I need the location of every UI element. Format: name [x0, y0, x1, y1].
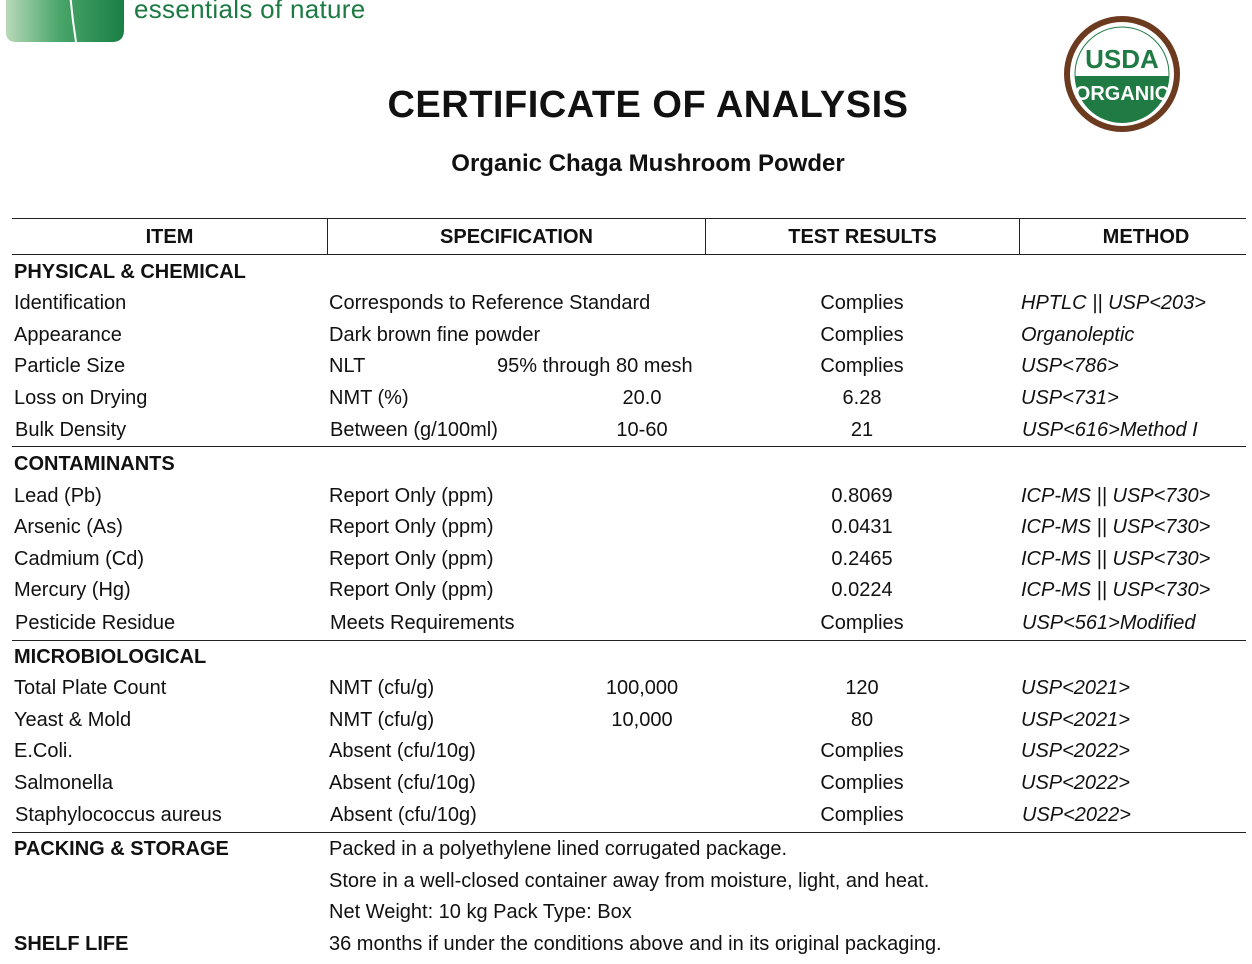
row-spec: Between (g/100ml) [330, 419, 498, 441]
packing-line: Store in a well-closed container away from moisture, light, and heat. [329, 870, 930, 892]
section-physical-chemical: PHYSICAL & CHEMICAL [14, 261, 246, 283]
row-result: 0.8069 [831, 485, 893, 507]
row-result: Complies [820, 355, 904, 377]
section-rule [12, 832, 1246, 833]
row-spec: Corresponds to Reference Standard [329, 292, 651, 314]
row-result: 120 [845, 677, 879, 699]
row-result: 0.0431 [831, 516, 893, 538]
row-result: 0.2465 [831, 548, 893, 570]
row-item: Appearance [14, 324, 122, 346]
row-item: Mercury (Hg) [14, 579, 131, 601]
row-spec: Absent (cfu/10g) [330, 804, 477, 826]
row-result: 0.0224 [831, 579, 893, 601]
row-method: ICP-MS || USP<730> [1021, 548, 1211, 570]
row-item: Particle Size [14, 355, 126, 377]
table-top-rule [12, 218, 1246, 219]
row-result: 6.28 [842, 387, 882, 409]
brand-logo-mark [6, 0, 124, 42]
row-spec: Report Only (ppm) [329, 516, 494, 538]
row-spec: Absent (cfu/10g) [329, 740, 476, 762]
row-spec: Absent (cfu/10g) [329, 772, 476, 794]
svg-text:USDA: USDA [1085, 44, 1159, 74]
row-method: USP<561>Modified [1022, 612, 1196, 634]
row-method: HPTLC || USP<203> [1021, 292, 1206, 314]
header-specification: SPECIFICATION [440, 226, 593, 248]
row-item: Arsenic (As) [14, 516, 123, 538]
row-spec: Report Only (ppm) [329, 579, 494, 601]
row-item: Bulk Density [15, 419, 127, 441]
row-item: Cadmium (Cd) [14, 548, 145, 570]
row-result: 80 [850, 709, 874, 731]
row-item: Salmonella [14, 772, 113, 794]
row-method: ICP-MS || USP<730> [1021, 579, 1211, 601]
row-spec-value: 10-60 [616, 419, 668, 441]
section-contaminants: CONTAMINANTS [14, 453, 175, 475]
row-spec-value: 100,000 [605, 677, 679, 699]
row-spec: Report Only (ppm) [329, 548, 494, 570]
shelf-life-text: 36 months if under the conditions above and in its original packaging. [329, 933, 942, 955]
row-spec-value: 20.0 [622, 387, 662, 409]
row-item: Identification [14, 292, 127, 314]
document-title: CERTIFICATE OF ANALYSIS [387, 84, 909, 126]
row-method: Organoleptic [1021, 324, 1135, 346]
row-method: USP<2021> [1021, 709, 1130, 731]
row-spec-value: 10,000 [611, 709, 673, 731]
brand-tagline: essentials of nature [134, 0, 366, 24]
header-item: ITEM [145, 226, 194, 248]
row-result: Complies [820, 772, 904, 794]
svg-text:ORGANIC: ORGANIC [1074, 83, 1170, 105]
row-method: USP<786> [1021, 355, 1119, 377]
row-spec-value: 95% through 80 mesh [497, 355, 693, 377]
row-result: Complies [820, 804, 904, 826]
row-item: Loss on Drying [14, 387, 148, 409]
row-spec: Report Only (ppm) [329, 485, 494, 507]
row-result: Complies [820, 324, 904, 346]
row-item: Total Plate Count [14, 677, 167, 699]
packing-line: Packed in a polyethylene lined corrugated package. [329, 838, 788, 860]
row-method: ICP-MS || USP<730> [1021, 516, 1211, 538]
header-method: METHOD [1102, 226, 1190, 248]
row-method: USP<616>Method I [1022, 419, 1198, 441]
row-result: Complies [820, 292, 904, 314]
header-test-results: TEST RESULTS [788, 226, 937, 248]
row-item: E.Coli. [14, 740, 73, 762]
row-method: ICP-MS || USP<730> [1021, 485, 1211, 507]
row-item: Staphylococcus aureus [15, 804, 222, 826]
packing-line: Net Weight: 10 kg Pack Type: Box [329, 901, 632, 923]
section-shelf-life: SHELF LIFE [14, 933, 129, 955]
row-result: Complies [820, 612, 904, 634]
product-name: Organic Chaga Mushroom Powder [451, 150, 845, 177]
row-spec: NMT (cfu/g) [329, 677, 435, 699]
row-spec: Meets Requirements [330, 612, 515, 634]
section-packing-storage: PACKING & STORAGE [14, 838, 229, 860]
row-method: USP<2022> [1021, 772, 1130, 794]
row-result: 21 [850, 419, 874, 441]
row-method: USP<2022> [1022, 804, 1131, 826]
section-rule [12, 640, 1246, 641]
row-spec: NMT (cfu/g) [329, 709, 435, 731]
row-method: USP<2021> [1021, 677, 1130, 699]
row-method: USP<2022> [1021, 740, 1130, 762]
row-method: USP<731> [1021, 387, 1119, 409]
header-bottom-rule [12, 254, 1246, 255]
row-item: Pesticide Residue [15, 612, 176, 634]
row-spec: NLT [329, 355, 366, 377]
row-spec: NMT (%) [329, 387, 409, 409]
row-spec: Dark brown fine powder [329, 324, 541, 346]
section-microbiological: MICROBIOLOGICAL [14, 646, 207, 668]
row-item: Lead (Pb) [14, 485, 102, 507]
section-rule [12, 446, 1246, 447]
row-item: Yeast & Mold [14, 709, 132, 731]
row-result: Complies [820, 740, 904, 762]
